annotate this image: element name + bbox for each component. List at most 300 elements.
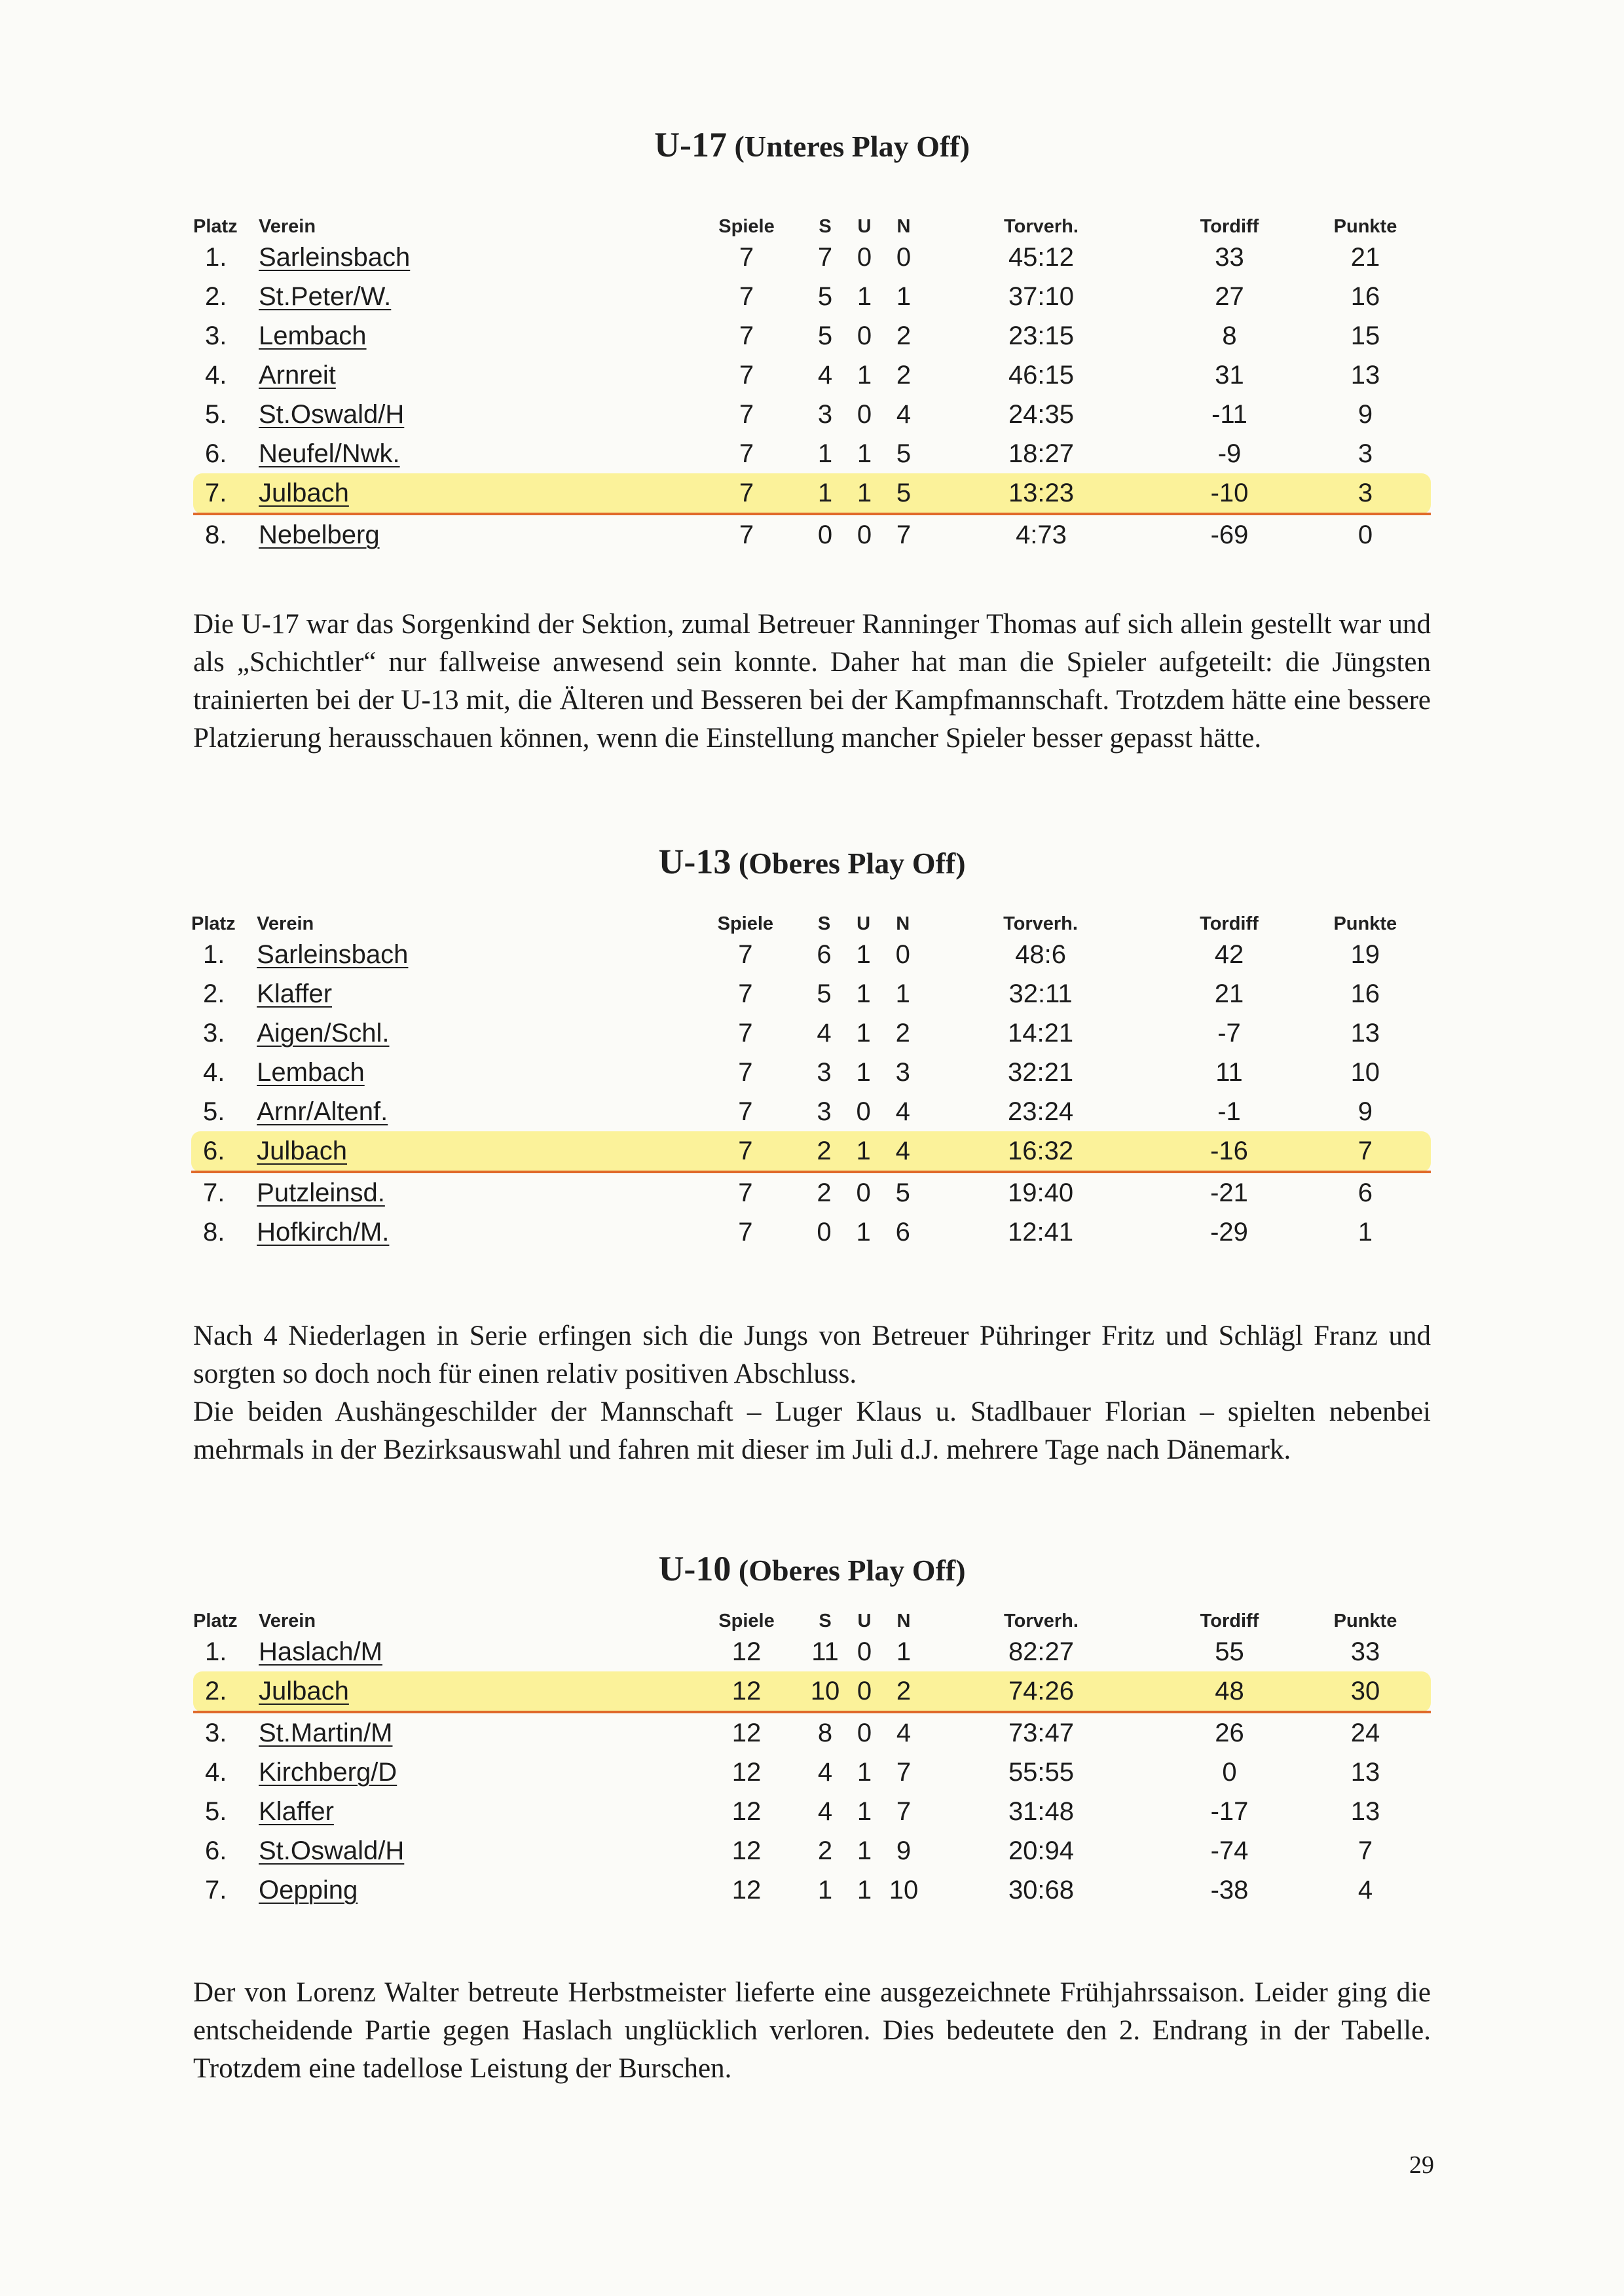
cell-platz: 1. (205, 242, 227, 272)
cell-platz: 8. (203, 1217, 225, 1247)
cell-torverh: 73:47 (1008, 1718, 1075, 1747)
cell-punkte: 13 (1350, 1018, 1380, 1048)
cell-torverh: 23:24 (1007, 1097, 1074, 1126)
cell-n: 7 (896, 1757, 912, 1787)
cell-n: 6 (895, 1217, 910, 1247)
cell-punkte: 13 (1350, 360, 1380, 390)
col-header-u: U (857, 1611, 872, 1631)
cell-spiele: 7 (686, 1131, 804, 1172)
cell-n: 0 (896, 242, 912, 272)
cell-platz: 6. (205, 439, 227, 468)
table-row (193, 1870, 1431, 1910)
section-text-u10 (193, 1974, 1431, 2088)
cell-u: 0 (857, 1637, 872, 1666)
cell-verein (259, 1792, 688, 1831)
cell-torverh: 46:15 (1008, 360, 1075, 390)
col-header-verein: Verein (257, 913, 314, 934)
cell-punkte: 9 (1357, 1097, 1373, 1126)
col-header-platz: Platz (193, 216, 238, 237)
cell-torverh: 48:6 (1015, 939, 1066, 969)
cell-u: 1 (857, 360, 872, 390)
cell-punkte: 6 (1357, 1178, 1373, 1207)
cell-n: 1 (895, 979, 910, 1008)
cell-torverh: 23:15 (1008, 321, 1075, 350)
cell-platz: 2. (193, 1671, 259, 1712)
paragraph: Die U-17 war das Sorgenkind der Sektion, zumal Betreuer Ranninger Thomas auf sich allein gestellt war und als „Schichtler“ nur fallweise anwesend sein konnte. Daher hat man die Spieler aufgeteilt: die Jüngsten trainierten bei der U-13 mit, die Älteren und Besseren bei der Kampfmannschaft. Trotzdem hätte eine bessere Platzierung herausschauen können, wenn die Einstellung mancher Spieler besser gepasst hätte. (193, 609, 1431, 754)
cell-s: 2 (817, 1836, 833, 1865)
cell-s: 1 (817, 1875, 833, 1904)
cell-s: 5 (817, 282, 833, 311)
cell-spiele: 7 (688, 473, 805, 514)
cell-platz: 3. (205, 321, 227, 350)
table-row (191, 1131, 1431, 1172)
cell-verein (257, 935, 686, 974)
col-header-tordiff: Tordiff (1200, 216, 1259, 237)
cell-n: 3 (895, 1057, 910, 1087)
table-row (193, 1792, 1431, 1831)
cell-tordiff: 31 (1215, 360, 1244, 390)
team-name: Lembach (259, 321, 367, 350)
cell-tordiff: 0 (1222, 1757, 1237, 1787)
cell-platz: 2. (205, 282, 227, 311)
table-row (193, 1632, 1431, 1671)
cell-verein (259, 434, 688, 473)
cell-punkte: 15 (1350, 321, 1380, 350)
col-header-punkte: Punkte (1333, 216, 1397, 237)
cell-u: 0 (857, 242, 872, 272)
table-row (193, 1753, 1431, 1792)
section-text-u17 (193, 606, 1431, 757)
section-text-u13 (193, 1317, 1431, 1469)
cell-s: 3 (817, 1057, 832, 1087)
cell-u: 1 (857, 1757, 872, 1787)
cell-n: 4 (895, 1097, 910, 1126)
cell-torverh: 4:73 (1016, 520, 1067, 549)
paragraph: Nach 4 Niederlagen in Serie erfingen sich die Jungs von Betreuer Pühringer Fritz und Schlägl Franz und sorgten so doch noch für einen relativ positiven Abschluss. (193, 1321, 1431, 1389)
cell-u: 0 (856, 1178, 871, 1207)
col-header-s: S (819, 216, 832, 237)
cell-platz: 7. (205, 1875, 227, 1904)
cell-platz: 3. (205, 1718, 227, 1747)
cell-spiele: 12 (731, 1718, 762, 1747)
cell-n: 7 (896, 520, 912, 549)
cell-u: 1 (857, 282, 872, 311)
standings-table-u17 (193, 206, 1431, 555)
cell-tordiff: -10 (1159, 473, 1300, 514)
team-name: St.Martin/M (259, 1718, 393, 1747)
team-name: Putzleinsd. (257, 1178, 385, 1207)
cell-spiele: 12 (731, 1875, 762, 1904)
col-header-s: S (819, 1611, 832, 1631)
cell-torverh: 20:94 (1008, 1836, 1075, 1865)
cell-platz: 2. (203, 979, 225, 1008)
cell-u: 0 (845, 1671, 884, 1712)
cell-verein (257, 1212, 686, 1252)
cell-verein (257, 974, 686, 1013)
cell-u: 0 (857, 321, 872, 350)
cell-u: 1 (856, 1018, 871, 1048)
col-header-n: N (896, 1611, 911, 1631)
header-row (193, 1601, 1431, 1632)
col-header-platz: Platz (193, 1611, 238, 1631)
cell-n: 2 (896, 321, 912, 350)
cell-spiele: 7 (739, 282, 754, 311)
team-name: Neufel/Nwk. (259, 439, 400, 468)
cell-platz: 1. (205, 1637, 227, 1666)
cell-tordiff: -9 (1217, 439, 1242, 468)
cell-spiele: 7 (738, 1217, 753, 1247)
cell-s: 5 (817, 321, 833, 350)
cell-u: 1 (856, 1217, 871, 1247)
section-title-u10 (0, 1548, 1624, 1589)
cell-spiele: 12 (731, 1836, 762, 1865)
cell-tordiff: -29 (1210, 1217, 1248, 1247)
cell-tordiff: 27 (1215, 282, 1244, 311)
cell-s: 1 (805, 473, 845, 514)
team-name: Julbach (259, 478, 349, 507)
team-name: Kirchberg/D (259, 1757, 397, 1787)
cell-spiele: 7 (738, 1097, 753, 1126)
col-header-tordiff: Tordiff (1200, 913, 1259, 934)
cell-torverh: 24:35 (1008, 399, 1075, 429)
cell-punkte: 19 (1350, 939, 1380, 969)
cell-punkte: 7 (1357, 1836, 1373, 1865)
team-name: Nebelberg (259, 520, 380, 549)
cell-tordiff: 48 (1159, 1671, 1300, 1712)
cell-verein (259, 316, 688, 355)
cell-tordiff: -38 (1210, 1875, 1249, 1904)
cell-u: 0 (857, 399, 872, 429)
cell-platz: 5. (203, 1097, 225, 1126)
cell-torverh: 13:23 (923, 473, 1159, 514)
cell-tordiff: -16 (1158, 1131, 1299, 1172)
team-name: Sarleinsbach (259, 242, 411, 272)
title-main: U-17 (654, 125, 728, 164)
col-header-torverh: Torverh. (1003, 913, 1078, 934)
cell-tordiff: 33 (1215, 242, 1244, 272)
cell-tordiff: -7 (1217, 1018, 1241, 1048)
cell-platz: 6. (191, 1131, 257, 1172)
cell-spiele: 7 (739, 242, 754, 272)
header-row (191, 903, 1431, 935)
team-name: Oepping (259, 1875, 358, 1904)
title-main: U-13 (658, 842, 731, 881)
cell-s: 4 (817, 1796, 833, 1826)
team-name: Sarleinsbach (257, 939, 409, 969)
col-header-spiele: Spiele (718, 216, 775, 237)
standings-table-u10 (193, 1601, 1431, 1910)
cell-punkte: 10 (1350, 1057, 1380, 1087)
cell-u: 1 (856, 939, 871, 969)
table-row (193, 514, 1431, 555)
cell-s: 3 (817, 399, 833, 429)
cell-n: 5 (895, 1178, 910, 1207)
table-row (191, 1172, 1431, 1212)
cell-spiele: 7 (738, 1178, 753, 1207)
table-row (193, 473, 1431, 514)
cell-tordiff: -69 (1210, 520, 1249, 549)
cell-tordiff: 42 (1214, 939, 1244, 969)
cell-spiele: 12 (731, 1637, 762, 1666)
cell-verein (259, 514, 688, 555)
cell-tordiff: 55 (1215, 1637, 1244, 1666)
cell-spiele: 7 (738, 939, 753, 969)
cell-spiele: 12 (731, 1796, 762, 1826)
cell-punkte: 7 (1300, 1131, 1431, 1172)
team-name: Arnreit (259, 360, 336, 390)
table-row (193, 434, 1431, 473)
cell-torverh: 12:41 (1007, 1217, 1074, 1247)
cell-n: 2 (896, 360, 912, 390)
col-header-platz: Platz (191, 913, 236, 934)
cell-s: 4 (817, 1018, 832, 1048)
cell-u: 0 (857, 520, 872, 549)
team-name: Lembach (257, 1057, 365, 1087)
cell-verein (257, 1172, 686, 1212)
cell-verein (259, 1712, 688, 1753)
cell-tordiff: -1 (1217, 1097, 1241, 1126)
cell-punkte: 1 (1357, 1217, 1373, 1247)
table-row (191, 1212, 1431, 1252)
cell-spiele: 7 (739, 360, 754, 390)
cell-punkte: 3 (1357, 439, 1373, 468)
cell-platz: 6. (205, 1836, 227, 1865)
team-name: Klaffer (257, 979, 333, 1008)
cell-n: 7 (896, 1796, 912, 1826)
table-row (193, 1671, 1431, 1712)
table-row (193, 277, 1431, 316)
table-row (193, 355, 1431, 395)
cell-spiele: 7 (738, 1057, 753, 1087)
col-header-verein: Verein (259, 216, 316, 237)
cell-u: 1 (857, 1875, 872, 1904)
title-sub: (Oberes Play Off) (738, 847, 966, 880)
cell-u: 1 (857, 1796, 872, 1826)
cell-torverh: 45:12 (1008, 242, 1075, 272)
cell-punkte: 4 (1357, 1875, 1373, 1904)
team-name: Julbach (259, 1676, 349, 1705)
cell-torverh: 82:27 (1008, 1637, 1075, 1666)
table-row (191, 1013, 1431, 1053)
cell-n: 2 (895, 1018, 910, 1048)
col-header-tordiff: Tordiff (1200, 1611, 1259, 1631)
team-name: Haslach/M (259, 1637, 382, 1666)
table-row (193, 238, 1431, 277)
cell-punkte: 3 (1300, 473, 1431, 514)
cell-verein (259, 1671, 688, 1712)
cell-u: 1 (856, 1057, 871, 1087)
section-title-u17 (0, 124, 1624, 165)
team-name: Julbach (257, 1136, 348, 1165)
team-name: Klaffer (259, 1796, 334, 1826)
table-row (193, 1831, 1431, 1870)
cell-punkte: 16 (1350, 282, 1380, 311)
cell-u: 1 (857, 439, 872, 468)
cell-verein (257, 1053, 686, 1092)
cell-s: 6 (817, 939, 832, 969)
standings-table-u13 (191, 903, 1431, 1252)
team-name: Aigen/Schl. (257, 1018, 390, 1048)
cell-u: 1 (857, 1836, 872, 1865)
cell-u: 1 (845, 473, 884, 514)
cell-punkte: 16 (1350, 979, 1380, 1008)
cell-s: 8 (817, 1718, 833, 1747)
cell-verein (259, 1831, 688, 1870)
col-header-n: N (896, 913, 910, 934)
cell-tordiff: -74 (1210, 1836, 1249, 1865)
cell-tordiff: -21 (1210, 1178, 1248, 1207)
table-row (191, 1092, 1431, 1131)
cell-platz: 5. (205, 399, 227, 429)
col-header-verein: Verein (259, 1611, 316, 1631)
cell-tordiff: 8 (1222, 321, 1237, 350)
cell-s: 1 (817, 439, 833, 468)
col-header-n: N (896, 216, 911, 237)
cell-tordiff: 26 (1215, 1718, 1244, 1747)
cell-torverh: 31:48 (1008, 1796, 1075, 1826)
cell-s: 10 (805, 1671, 845, 1712)
cell-tordiff: -11 (1211, 399, 1247, 429)
cell-u: 0 (856, 1097, 871, 1126)
paragraph: Der von Lorenz Walter betreute Herbstmeister lieferte eine ausgezeichnete Frühjahrssaison. Leider ging die entscheidende Partie gegen Haslach unglücklich verloren. Dies bedeutete den 2. Endrang in der Tabelle. Trotzdem eine tadellose Leistung der Burschen. (193, 1977, 1431, 2084)
cell-torverh: 30:68 (1008, 1875, 1075, 1904)
cell-spiele: 7 (739, 520, 754, 549)
cell-verein (259, 1753, 688, 1792)
team-name: St.Oswald/H (259, 399, 405, 429)
cell-tordiff: 21 (1214, 979, 1244, 1008)
cell-punkte: 21 (1350, 242, 1380, 272)
cell-platz: 8. (205, 520, 227, 549)
cell-u: 1 (844, 1131, 883, 1172)
cell-verein (259, 473, 688, 514)
cell-s: 3 (817, 1097, 832, 1126)
cell-torverh: 74:26 (923, 1671, 1159, 1712)
cell-verein (259, 355, 688, 395)
table-row (191, 1053, 1431, 1092)
cell-spiele: 12 (688, 1671, 805, 1712)
cell-n: 0 (895, 939, 910, 969)
cell-verein (257, 1131, 686, 1172)
cell-n: 4 (896, 399, 912, 429)
table-row (191, 974, 1431, 1013)
cell-n: 4 (883, 1131, 923, 1172)
cell-verein (257, 1092, 686, 1131)
team-name: Hofkirch/M. (257, 1217, 390, 1247)
cell-torverh: 16:32 (923, 1131, 1159, 1172)
cell-torverh: 37:10 (1008, 282, 1075, 311)
cell-n: 9 (896, 1836, 912, 1865)
cell-spiele: 7 (738, 1018, 753, 1048)
col-header-u: U (857, 913, 871, 934)
cell-torverh: 19:40 (1007, 1178, 1074, 1207)
cell-tordiff: -17 (1210, 1796, 1249, 1826)
cell-platz: 3. (203, 1018, 225, 1048)
cell-tordiff: 11 (1215, 1057, 1243, 1087)
page-number: 29 (1409, 2151, 1434, 2179)
cell-spiele: 7 (738, 979, 753, 1008)
col-header-spiele: Spiele (718, 1611, 775, 1631)
cell-verein (257, 1013, 686, 1053)
cell-s: 11 (811, 1637, 839, 1666)
col-header-spiele: Spiele (717, 913, 774, 934)
title-main: U-10 (658, 1549, 731, 1588)
cell-platz: 7. (193, 473, 259, 514)
cell-spiele: 12 (731, 1757, 762, 1787)
cell-s: 5 (817, 979, 832, 1008)
cell-n: 1 (896, 1637, 912, 1666)
cell-spiele: 7 (739, 321, 754, 350)
cell-verein (259, 395, 688, 434)
cell-spiele: 7 (739, 439, 754, 468)
cell-torverh: 32:21 (1007, 1057, 1074, 1087)
cell-verein (259, 238, 688, 277)
cell-punkte: 13 (1350, 1757, 1380, 1787)
title-sub: (Unteres Play Off) (734, 130, 970, 163)
table-row (191, 935, 1431, 974)
cell-s: 0 (817, 1217, 832, 1247)
team-name: Arnr/Altenf. (257, 1097, 388, 1126)
cell-punkte: 33 (1350, 1637, 1380, 1666)
cell-verein (259, 277, 688, 316)
cell-s: 7 (817, 242, 833, 272)
cell-platz: 4. (205, 1757, 227, 1787)
cell-platz: 1. (203, 939, 225, 969)
cell-s: 4 (817, 1757, 833, 1787)
col-header-punkte: Punkte (1333, 913, 1397, 934)
cell-platz: 4. (203, 1057, 225, 1087)
col-header-torverh: Torverh. (1004, 216, 1079, 237)
cell-verein (259, 1870, 688, 1910)
cell-punkte: 9 (1357, 399, 1373, 429)
cell-platz: 5. (205, 1796, 227, 1826)
cell-n: 4 (896, 1718, 912, 1747)
cell-s: 2 (817, 1178, 832, 1207)
cell-torverh: 14:21 (1007, 1018, 1074, 1048)
cell-torverh: 18:27 (1008, 439, 1075, 468)
col-header-u: U (857, 216, 872, 237)
cell-n: 2 (884, 1671, 923, 1712)
table-row (193, 316, 1431, 355)
cell-u: 1 (856, 979, 871, 1008)
cell-verein (259, 1632, 688, 1671)
table-row (193, 395, 1431, 434)
cell-punkte: 13 (1350, 1796, 1380, 1826)
cell-platz: 7. (203, 1178, 225, 1207)
cell-punkte: 0 (1357, 520, 1373, 549)
cell-punkte: 30 (1300, 1671, 1431, 1712)
cell-s: 2 (804, 1131, 843, 1172)
col-header-punkte: Punkte (1333, 1611, 1397, 1631)
cell-n: 5 (896, 439, 912, 468)
col-header-torverh: Torverh. (1004, 1611, 1079, 1631)
cell-n: 5 (884, 473, 923, 514)
col-header-s: S (817, 913, 831, 934)
cell-platz: 4. (205, 360, 227, 390)
cell-s: 4 (817, 360, 833, 390)
title-sub: (Oberes Play Off) (738, 1554, 966, 1587)
cell-punkte: 24 (1350, 1718, 1380, 1747)
cell-s: 0 (817, 520, 833, 549)
cell-torverh: 55:55 (1008, 1757, 1075, 1787)
cell-n: 10 (889, 1875, 919, 1904)
paragraph: Die beiden Aushängeschilder der Mannschaft – Luger Klaus u. Stadlbauer Florian – spielten nebenbei mehrmals in der Bezirksauswahl und fahren mit dieser im Juli d.J. mehrere Tage nach Dänemark. (193, 1396, 1431, 1465)
table-row (193, 1712, 1431, 1753)
header-row (193, 206, 1431, 238)
cell-torverh: 32:11 (1008, 979, 1073, 1008)
team-name: St.Oswald/H (259, 1836, 405, 1865)
cell-spiele: 7 (739, 399, 754, 429)
cell-n: 1 (896, 282, 912, 311)
